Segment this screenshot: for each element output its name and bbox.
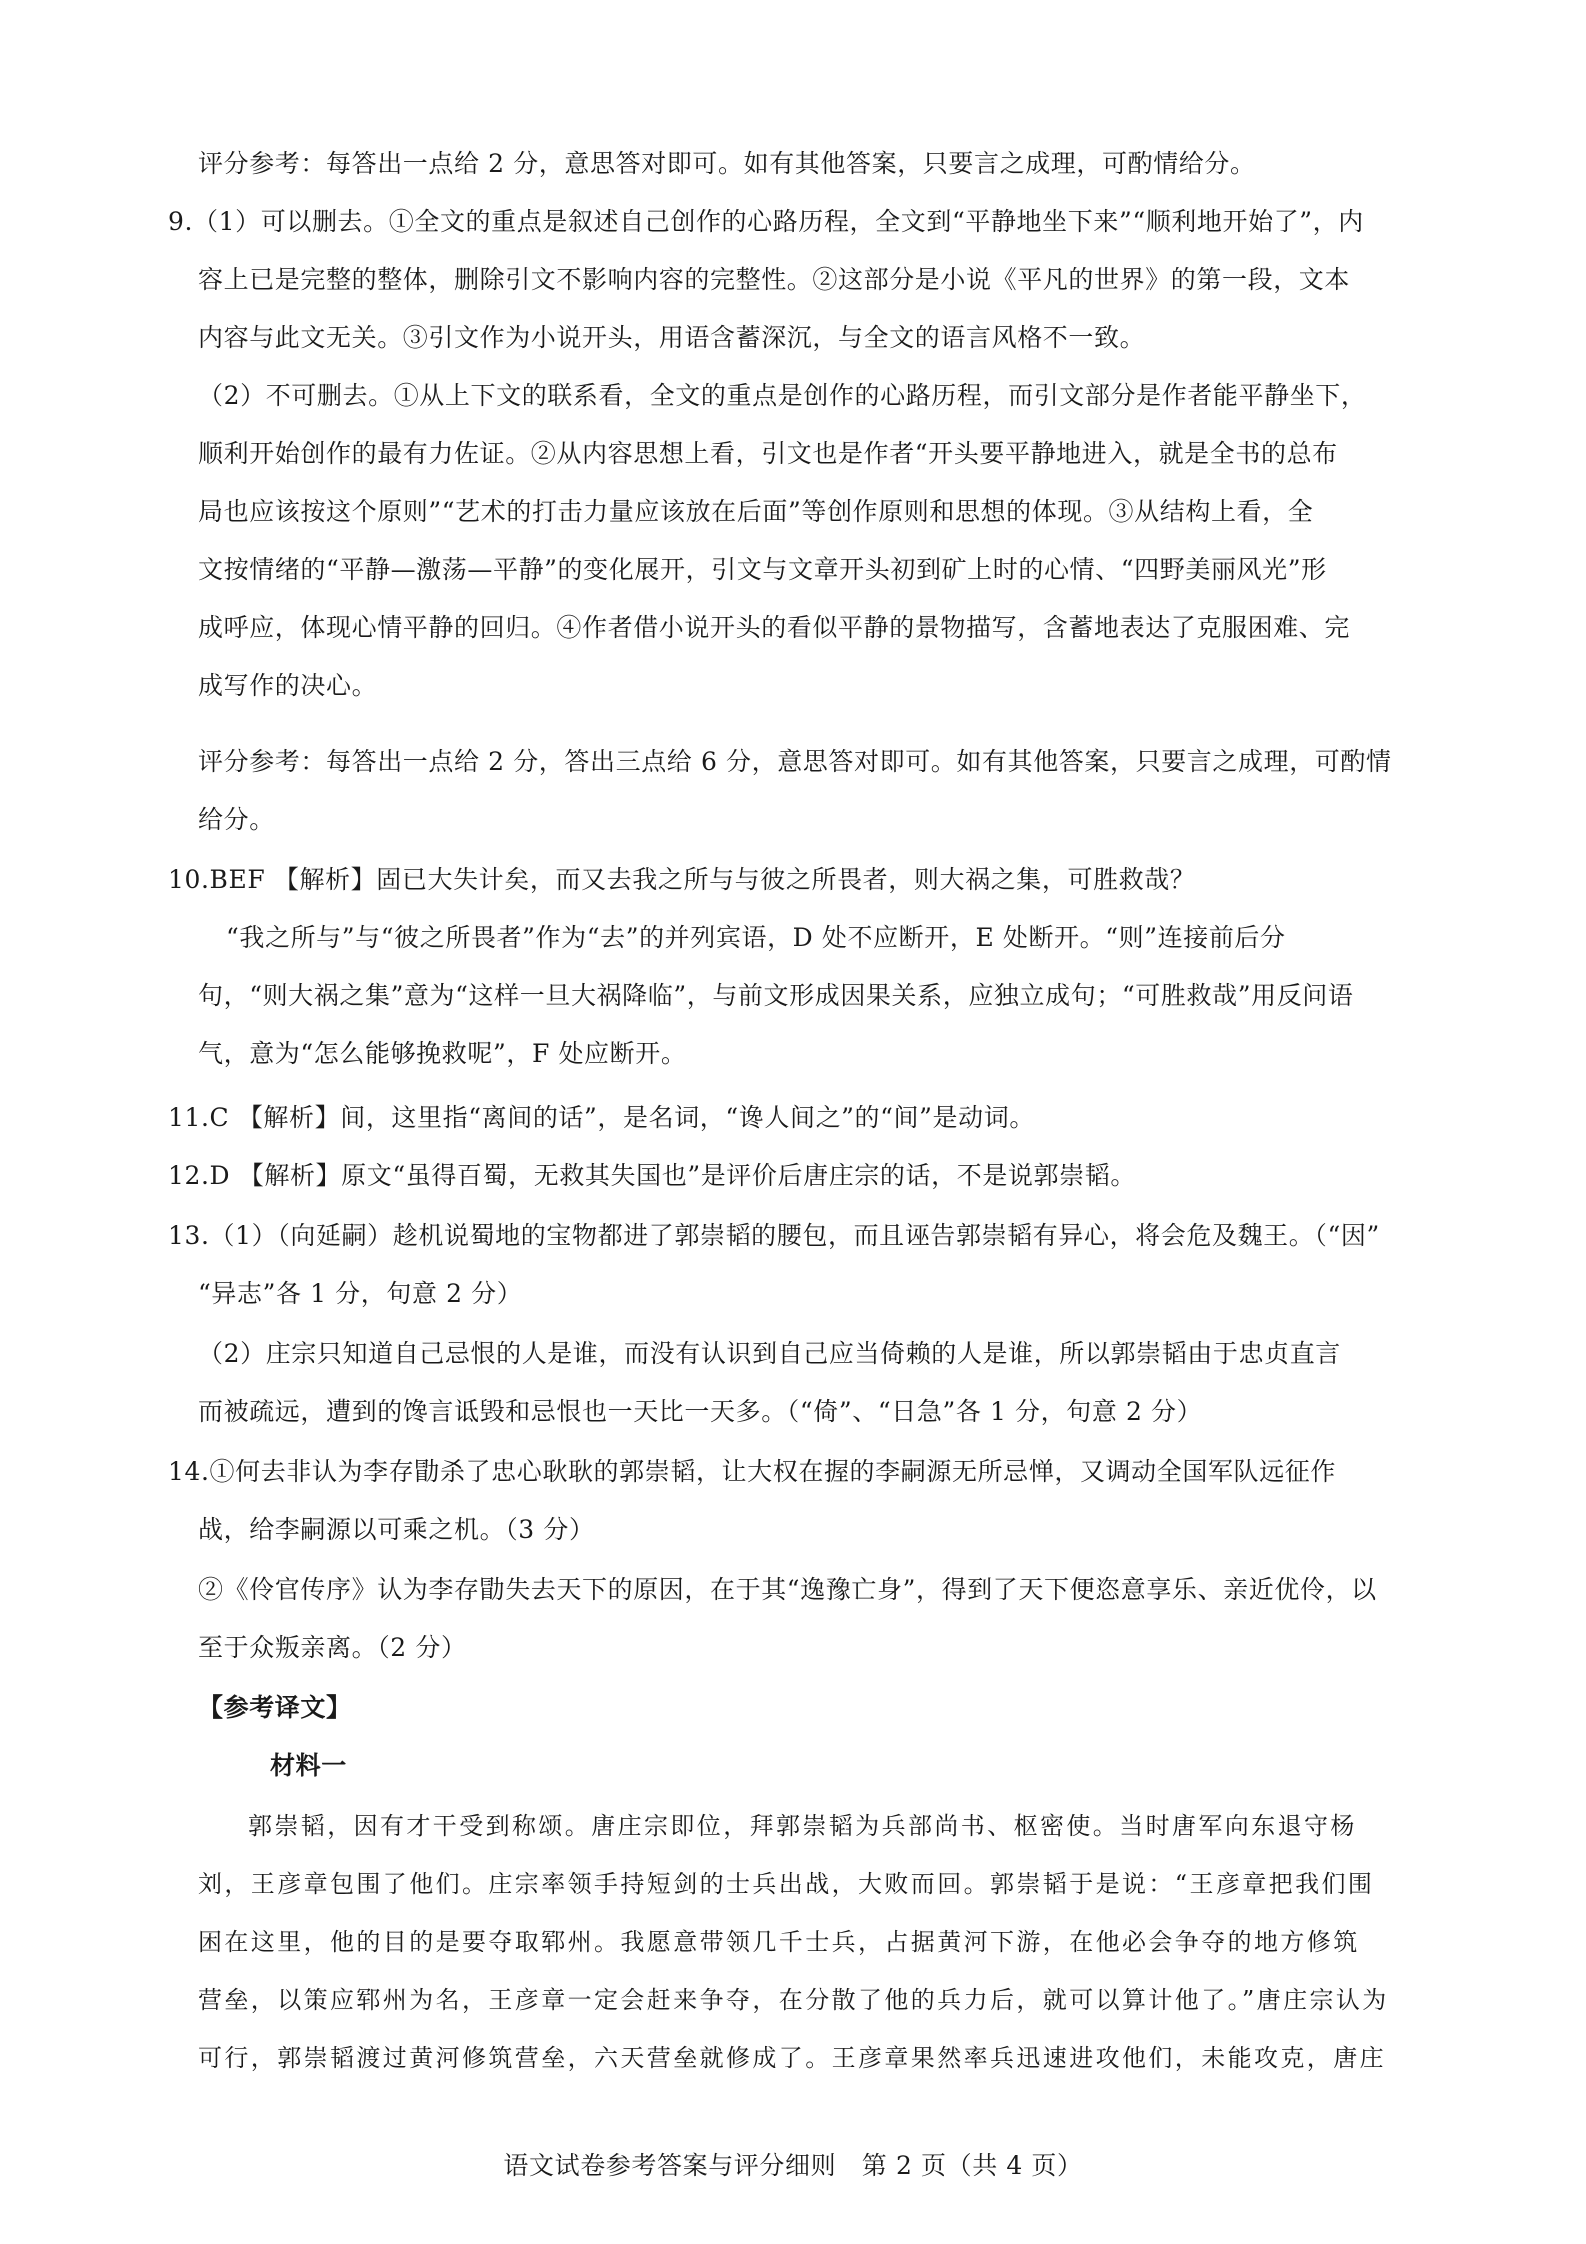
answer-9-part2-line4: 文按情绪的“平静—激荡—平静”的变化展开，引文与文章开头初到矿上时的心情、“四野美丽风光”形	[198, 555, 1327, 584]
answer-10-line3: 句，“则大祸之集”意为“这样一旦大祸降临”，与前文形成因果关系，应独立成句；“可胜救哉”用反问语	[198, 981, 1354, 1010]
material-one-heading: 材料一	[270, 1751, 347, 1780]
answer-14-part1-line1: 14.①何去非认为李存勖杀了忠心耿耿的郭崇韬，让大权在握的李嗣源无所忌惮，又调动全国军队远征作	[168, 1457, 1336, 1486]
translation-line5: 可行，郭崇韬渡过黄河修筑营垒，六天营垒就修成了。王彦章果然率兵迅速进攻他们，未能攻克，唐庄	[198, 2044, 1386, 2072]
answer-12: 12.D 【解析】原文“虽得百蜀，无救其失国也”是评价后唐庄宗的话，不是说郭崇韬。	[168, 1161, 1136, 1190]
answer-10-line1: 10.BEF 【解析】固已大失计矣，而又去我之所与与彼之所畏者，则大祸之集，可胜救哉？	[168, 865, 1196, 894]
answer-13-part1-line2: “异志”各 1 分，句意 2 分）	[198, 1279, 523, 1308]
answer-14-part2-line1: ②《伶官传序》认为李存勖失去天下的原因，在于其“逸豫亡身”，得到了天下便恣意享乐、亲近优伶，以	[198, 1575, 1377, 1604]
reference-translation-heading: 【参考译文】	[198, 1693, 352, 1722]
answer-10-line4: 气，意为“怎么能够挽救呢”，F 处应断开。	[198, 1039, 687, 1068]
answer-9-part1-line1: 9.（1）可以删去。①全文的重点是叙述自己创作的心路历程，全文到“平静地坐下来”“顺利地开始了”，内	[168, 207, 1364, 236]
answer-9-part1-line3: 内容与此文无关。③引文作为小说开头，用语含蓄深沉，与全文的语言风格不一致。	[198, 323, 1146, 352]
answer-9-part1-line2: 容上已是完整的整体，删除引文不影响内容的完整性。②这部分是小说《平凡的世界》的第一段，文本	[198, 265, 1351, 294]
answer-9-part2-line6: 成写作的决心。	[198, 671, 378, 700]
answer-9-part2-line3: 局也应该按这个原则”“艺术的打击力量应该放在后面”等创作原则和思想的体现。③从结构上看，全	[198, 497, 1314, 526]
scoring-note-8: 评分参考：每答出一点给 2 分，意思答对即可。如有其他答案，只要言之成理，可酌情给分。	[198, 149, 1256, 178]
answer-13-part1-line1: 13.（1）（向延嗣）趁机说蜀地的宝物都进了郭崇韬的腰包，而且诬告郭崇韬有异心，将会危及魏王。（“因”	[168, 1221, 1380, 1250]
answer-9-part2-line2: 顺利开始创作的最有力佐证。②从内容思想上看，引文也是作者“开头要平静地进入，就是全书的总布	[198, 439, 1338, 468]
translation-line3: 困在这里，他的目的是要夺取郓州。我愿意带领几千士兵，占据黄河下游，在他必会争夺的地方修筑	[198, 1928, 1360, 1956]
answer-9-part2-line5: 成呼应，体现心情平静的回归。④作者借小说开头的看似平静的景物描写，含蓄地表达了克服困难、完	[198, 613, 1351, 642]
answer-14-part1-line2: 战，给李嗣源以可乘之机。（3 分）	[198, 1515, 595, 1544]
answer-13-part2-line2: 而被疏远，遭到的馋言诋毁和忌恨也一天比一天多。（“倚”、“日急”各 1 分，句意 2 分）	[198, 1397, 1203, 1426]
translation-line4: 营垒，以策应郓州为名，王彦章一定会赶来争夺，在分散了他的兵力后，就可以算计他了。”唐庄宗认为	[198, 1986, 1389, 2014]
answer-13-part2-line1: （2）庄宗只知道自己忌恨的人是谁，而没有认识到自己应当倚赖的人是谁，所以郭崇韬由于忠贞直言	[198, 1339, 1341, 1368]
answer-9-part2-line1: （2）不可删去。①从上下文的联系看，全文的重点是创作的心路历程，而引文部分是作者能平静坐下，	[198, 381, 1367, 410]
scoring-note-9-line2: 给分。	[198, 805, 275, 834]
answer-14-part2-line2: 至于众叛亲离。（2 分）	[198, 1633, 467, 1662]
answer-11: 11.C 【解析】间，这里指“离间的话”，是名词，“谗人间之”的“间”是动词。	[168, 1103, 1035, 1132]
scoring-note-9-line1: 评分参考：每答出一点给 2 分，答出三点给 6 分，意思答对即可。如有其他答案，只要言之成理，可酌情	[198, 747, 1392, 776]
page-footer: 语文试卷参考答案与评分细则 第 2 页（共 4 页）	[503, 2151, 1083, 2180]
answer-10-line2: “我之所与”与“彼之所畏者”作为“去”的并列宾语，D 处不应断开，E 处断开。“则”连接前后分	[226, 923, 1286, 952]
translation-line1: 郭崇韬，因有才干受到称颂。唐庄宗即位，拜郭崇韬为兵部尚书、枢密使。当时唐军向东退守杨	[248, 1812, 1357, 1840]
translation-line2: 刘，王彦章包围了他们。庄宗率领手持短剑的士兵出战，大败而回。郭崇韬于是说：“王彦章把我们围	[198, 1870, 1375, 1898]
